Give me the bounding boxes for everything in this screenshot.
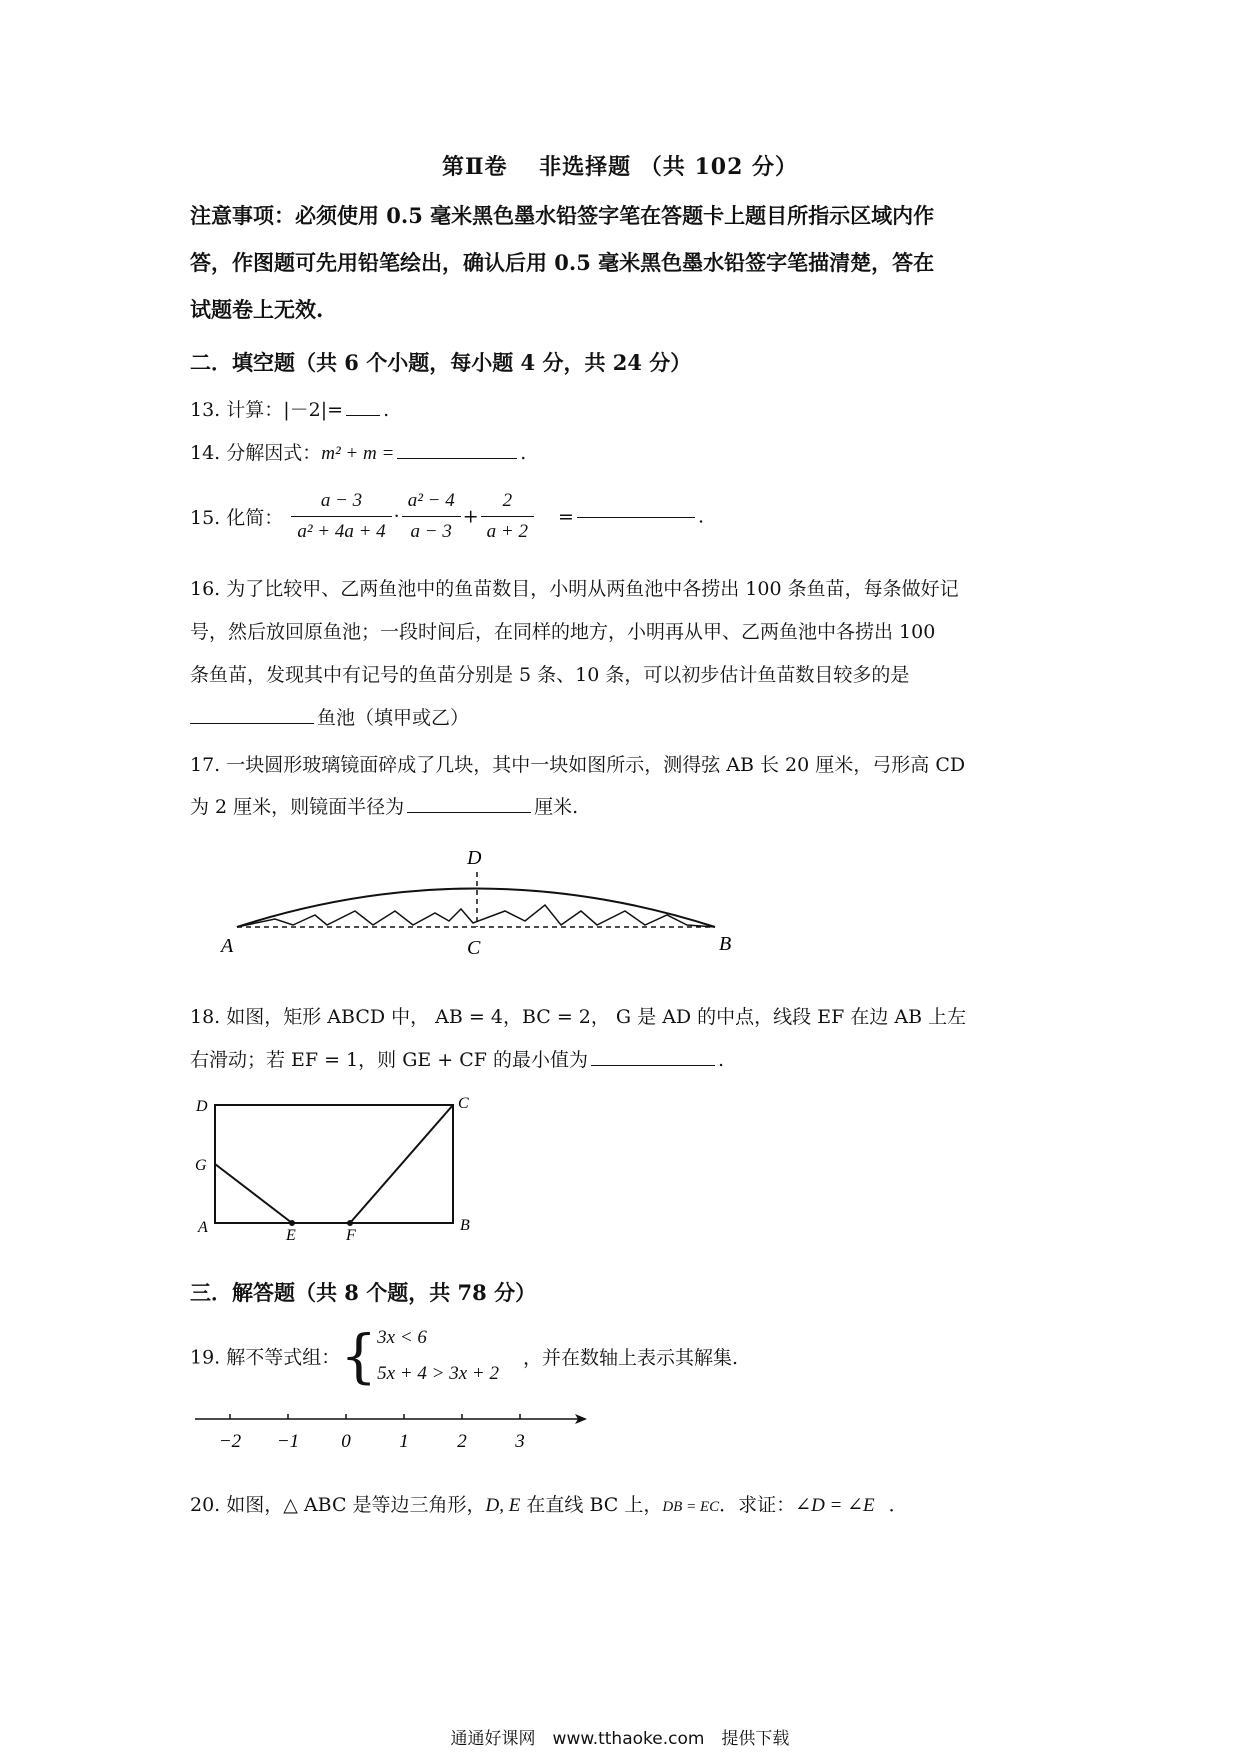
label-a: A <box>221 935 234 957</box>
q15-f2-denominator: a − 3 <box>410 521 452 542</box>
q15-f1-denominator: a² + 4a + 4 <box>297 521 386 542</box>
section-2-heading: 二．填空题（共 6 个小题，每小题 4 分，共 24 分） <box>190 350 692 375</box>
q14-expr: m² + m = <box>321 443 395 464</box>
q15-answer-blank <box>577 516 695 518</box>
segment-ge <box>215 1164 292 1223</box>
q18-line-2-text: 右滑动；若 EF = 1，则 GE + CF 的最小值为 <box>190 1049 589 1071</box>
q13-answer-blank <box>346 414 380 416</box>
q15-dot: · <box>393 505 400 528</box>
number-line-tick-label: 2 <box>457 1431 467 1452</box>
q13-end: . <box>383 399 390 421</box>
q15-f1-numerator: a − 3 <box>291 490 391 517</box>
point-f <box>347 1220 353 1226</box>
q18-line-1: 18. 如图，矩形 ABCD 中， AB = 4，BC = 2， G 是 AD 的中点，线段 EF 在边 AB 上左 <box>190 1006 967 1028</box>
number-line <box>195 1405 605 1460</box>
q15-fraction-1 <box>291 490 391 543</box>
q16-line-4-text: 鱼池（填甲或乙） <box>317 707 470 729</box>
q13-label: 13. 计算： <box>190 399 284 421</box>
q18-line-2-end: . <box>718 1049 725 1071</box>
segment-cf <box>350 1105 453 1223</box>
number-line-tick-label: 3 <box>515 1431 525 1452</box>
rectangle-abcd <box>215 1105 453 1223</box>
label-a: A <box>198 1219 208 1236</box>
number-line-tick-label: −1 <box>276 1431 300 1452</box>
q19-tail: ，并在数轴上表示其解集. <box>523 1346 739 1369</box>
label-b: B <box>460 1217 470 1234</box>
q17-line-2-end: 厘米. <box>534 796 579 818</box>
label-c: C <box>467 937 481 959</box>
q16-answer-blank <box>190 722 314 724</box>
q17-line-2-text: 为 2 厘米，则镜面半径为 <box>190 796 405 818</box>
q18-line-2 <box>190 1045 724 1072</box>
q17-line-1: 17. 一块圆形玻璃镜面碎成了几块，其中一块如图所示，测得弦 AB 长 20 厘米，弓形高 CD <box>190 754 966 776</box>
notice-line-1: 注意事项：必须使用 0.5 毫米黑色墨水铅签字笔在答题卡上题目所指示区域内作 <box>190 203 935 228</box>
q20-label: 20. 如图，△ ABC 是等边三角形， <box>190 1494 486 1516</box>
q15-f2-numerator: a² − 4 <box>402 490 461 517</box>
q15-fraction-3 <box>481 490 534 543</box>
q19-inequality-2: 5x + 4 > 3x + 2 <box>377 1363 500 1384</box>
q15-label: 15. 化简： <box>190 507 284 529</box>
q20-goal: ∠D = ∠E <box>795 1495 875 1516</box>
q15-f3-numerator: 2 <box>481 490 534 517</box>
label-f: F <box>346 1227 356 1240</box>
q20-prove: ．求证： <box>719 1494 796 1516</box>
q16-line-1: 16. 为了比较甲、乙两鱼池中的鱼苗数目，小明从两鱼池中各捞出 100 条鱼苗，每条做好记 <box>190 578 959 600</box>
number-line-tick-label: −2 <box>218 1431 242 1452</box>
q16-line-3: 条鱼苗，发现其中有记号的鱼苗分别是 5 条、10 条，可以初步估计鱼苗数目较多的是 <box>190 664 910 686</box>
label-e: E <box>286 1227 296 1240</box>
question-14 <box>190 438 526 465</box>
q14-answer-blank <box>397 457 517 459</box>
q20-mid: 在直线 BC 上， <box>520 1494 663 1516</box>
q19-brace: { <box>340 1322 378 1390</box>
q14-end: . <box>520 442 527 464</box>
q19-label: 19. 解不等式组： <box>190 1346 341 1369</box>
section-3-heading: 三．解答题（共 8 个题，共 78 分） <box>190 1280 537 1305</box>
mirror-arc-figure <box>205 845 745 970</box>
q20-points: D, E <box>485 1495 521 1516</box>
page-title: 第Ⅱ卷 非选择题 （共 102 分） <box>441 154 799 180</box>
q18-answer-blank <box>591 1064 715 1066</box>
number-line-tick-label: 0 <box>341 1431 351 1452</box>
q15-plus: + <box>462 505 479 528</box>
label-b: B <box>719 933 732 955</box>
q20-condition: DB = EC <box>662 1499 720 1515</box>
q16-line-4 <box>190 703 469 730</box>
q20-end: ． <box>888 1494 908 1516</box>
q19-inequality-1: 3x < 6 <box>377 1327 427 1348</box>
label-d: D <box>196 1098 208 1115</box>
point-e <box>289 1220 295 1226</box>
number-line-tick-label: 1 <box>399 1431 409 1452</box>
q15-fraction-2 <box>402 490 461 543</box>
footer-text: 通通好课网 www.tthaoke.com 提供下载 <box>450 1729 790 1749</box>
rectangle-figure <box>190 1090 490 1240</box>
q14-label: 14. 分解因式： <box>190 442 322 464</box>
question-19 <box>190 1320 738 1392</box>
q17-line-2 <box>190 792 578 819</box>
question-13 <box>190 395 389 422</box>
label-d: D <box>467 847 482 869</box>
notice-line-3: 试题卷上无效. <box>190 297 324 322</box>
label-c: C <box>458 1095 469 1112</box>
question-20 <box>190 1490 908 1517</box>
q17-answer-blank <box>407 811 531 813</box>
q15-equals: = <box>558 505 574 528</box>
notice-line-2: 答，作图题可先用铅笔绘出，确认后用 0.5 毫米黑色墨水铅签字笔描清楚，答在 <box>190 250 935 275</box>
q13-expr: |－2|= <box>283 399 344 421</box>
label-g: G <box>195 1157 207 1174</box>
question-15 <box>190 490 704 543</box>
q15-end: . <box>697 505 704 528</box>
q15-f3-denominator: a + 2 <box>486 521 528 542</box>
q19-system <box>377 1320 499 1392</box>
q16-line-2: 号，然后放回原鱼池；一段时间后，在同样的地方，小明再从甲、乙两鱼池中各捞出 100 <box>190 621 936 643</box>
